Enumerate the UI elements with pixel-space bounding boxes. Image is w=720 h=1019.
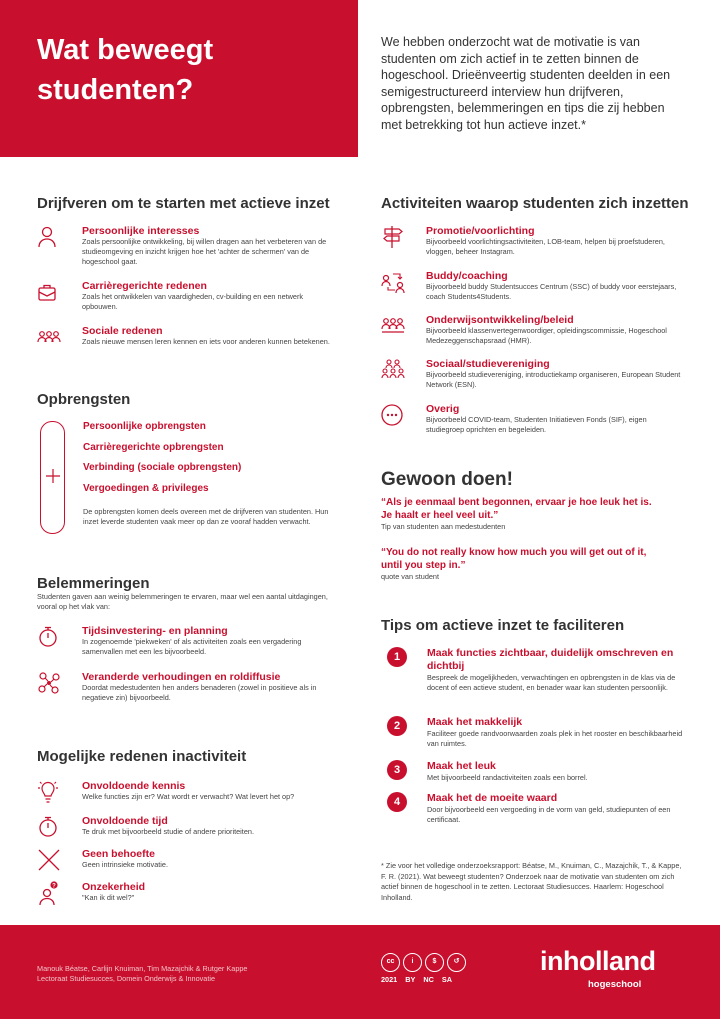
activiteit-desc: Bijvoorbeeld studievereniging, introductiekamp organiseren, European Student Network (ESN). <box>426 370 681 389</box>
opbrengst-item: Vergoedingen & privileges <box>83 483 209 494</box>
belemmering-title: Tijdsinvestering- en planning <box>82 625 228 637</box>
footer <box>0 925 720 1019</box>
activiteit-title: Buddy/coaching <box>426 270 508 282</box>
inactiviteit-title: Onvoldoende kennis <box>82 780 186 792</box>
buddy-icon <box>381 270 407 294</box>
stopwatch-icon <box>37 625 63 649</box>
quote-1 <box>381 497 681 522</box>
cross-icon <box>37 848 63 872</box>
page-title-line2: studenten? <box>37 74 194 106</box>
belemmeringen-intro: Studenten gaven aan weinig belemmeringen te ervaren, maar wel een aantal uitdagingen, vooral op het vlak van: <box>37 592 328 611</box>
belemmering-title: Veranderde verhoudingen en roldiffusie <box>82 671 281 683</box>
cc-label-sa: SA <box>441 975 453 984</box>
inactiviteit-desc: Geen intrinsieke motivatie. <box>82 860 168 869</box>
opbrengst-item: Carrièregerichte opbrengsten <box>83 442 224 453</box>
inactiviteit-desc: Te druk met bijvoorbeeld studie of andere prioriteiten. <box>82 827 254 836</box>
network-icon <box>37 671 63 695</box>
tip-number: 2 <box>387 716 407 736</box>
quote-2 <box>381 547 681 572</box>
activiteit-desc: Bijvoorbeeld klassenvertegenwoordiger, opleidingscommissie, Hogeschool Medezeggenschapsraad (HMR). <box>426 326 667 345</box>
sharealike-icon: ↺ <box>447 953 466 972</box>
person-icon <box>37 225 63 249</box>
quote-2-line2: until you step in.” <box>381 559 466 571</box>
gewoon-heading: Gewoon doen! <box>381 469 513 490</box>
activiteit-desc: Bijvoorbeeld voorlichtingsactiviteiten, LOB-team, helpen bij proefstuderen, vloggen, beheer Instagram. <box>426 237 665 256</box>
footer-credits <box>37 964 327 984</box>
crowd-icon <box>381 358 407 382</box>
inactiviteit-desc: "Kan ik dit wel?" <box>82 893 135 902</box>
plus-box-icon <box>40 421 65 534</box>
quote-2-source: quote van student <box>381 572 440 581</box>
drijfveer-title: Sociale redenen <box>82 325 163 337</box>
cc-label-nc: NC <box>423 975 434 984</box>
page-title-line1: Wat beweegt <box>37 34 214 66</box>
noncommercial-icon: $ <box>425 953 444 972</box>
quote-1-line1: “Als je eenmaal bent begonnen, ervaar je hoe leuk het is. <box>381 497 652 508</box>
opbrengst-item: Verbinding (sociale opbrengsten) <box>83 462 242 473</box>
tip-desc: Faciliteer goede randvoorwaarden zoals plek in het rooster en beschikbaarheid van ruimtes. <box>427 729 683 748</box>
tip-title: Maak het leuk <box>427 760 496 772</box>
cc-label-by: BY <box>405 975 416 984</box>
activiteit-title: Promotie/voorlichting <box>426 225 535 237</box>
cc-icon: cc <box>381 953 400 972</box>
lightbulb-icon <box>37 780 63 804</box>
intro-text: We hebben onderzocht wat de motivatie is van studenten om zich actief in te zetten binnen de hogeschool. Drieënveertig studenten deelden in een semigestructureerd interview hun drijfveren, opbrengsten, belemmeringen en tips die zij hebben met betrekking tot hun actieve inzet.* <box>381 35 671 132</box>
drijfveer-title: Carrièregerichte redenen <box>82 280 207 292</box>
footnote: * Zie voor het volledige onderzoeksrapport: Béatse, M., Knuiman, C., Mazajchik, T., & Kappe, F. R. (2021). Wat beweegt studenten? Onderzoek naar de motivatie van studenten om zich actief binnen de hogeschool in te zetten. Lectoraat Studiesucces. Haarlem: Hogeschool Inholland. <box>381 861 682 902</box>
tip-title: Maak functies zichtbaar, duidelijk omschreven en dichtbij <box>427 647 674 672</box>
belemmering-desc: In zogenoemde 'piekweken' of als activiteiten zoals een vergadering samenvallen met een les bijvoorbeeld. <box>82 637 302 656</box>
quote-1-line2: Je haalt er heel veel uit.” <box>381 509 499 521</box>
more-icon <box>381 403 407 427</box>
inactiviteit-title: Geen behoefte <box>82 848 155 860</box>
drijfveer-desc: Zoals persoonlijke ontwikkeling, bij willen dragen aan het verbeteren van de studieomgeving en inzicht krijgen hoe het 'achter de schermen' van de hogeschool gaat. <box>82 237 327 266</box>
tip-title: Maak het de moeite waard <box>427 792 558 804</box>
inactiviteit-heading: Mogelijke redenen inactiviteit <box>37 748 247 765</box>
signpost-icon <box>381 225 407 249</box>
tip-desc: Bespreek de mogelijkheden, verwachtingen en opbrengsten in de klas via de docent of een actieve student, en benader waar kan studenten persoonlijk. <box>427 673 676 692</box>
tip-number: 3 <box>387 760 407 780</box>
inholland-logo <box>540 945 656 990</box>
credits-lectoraat: Lectoraat Studiesucces, Domein Onderwijs & Innovatie <box>37 974 216 983</box>
activiteit-title: Overig <box>426 403 460 415</box>
inactiviteit-title: Onvoldoende tijd <box>82 815 168 827</box>
activiteit-desc: Bijvoorbeeld buddy Studentsucces Centrum (SSC) of buddy voor eerstejaars, coach Students4Students. <box>426 282 677 301</box>
cc-year: 2021 <box>381 975 398 984</box>
creative-commons-license <box>381 953 466 984</box>
plus-icon <box>45 468 61 484</box>
drijfveren-heading: Drijfveren om te starten met actieve inzet <box>37 195 330 212</box>
activiteit-title: Sociaal/studievereniging <box>426 358 550 370</box>
stopwatch-icon <box>37 815 63 839</box>
tip-desc: Met bijvoorbeeld randactiviteiten zoals een borrel. <box>427 773 588 782</box>
activiteit-desc: Bijvoorbeeld COVID-team, Studenten Initiatieven Fonds (SIF), eigen studiegroep oprichten en begeleiden. <box>426 415 647 434</box>
opbrengst-item: Persoonlijke opbrengsten <box>83 421 206 432</box>
inactiviteit-title: Onzekerheid <box>82 881 146 893</box>
quote-2-line1: “You do not really know how much you will get out of it, <box>381 547 647 558</box>
activiteit-title: Onderwijsontwikkeling/beleid <box>426 314 574 326</box>
group-icon <box>37 325 63 349</box>
quote-1-source: Tip van studenten aan medestudenten <box>381 522 506 531</box>
drijfveer-desc: Zoals nieuwe mensen leren kennen en iets voor anderen kunnen betekenen. <box>82 337 330 346</box>
logo-subtitle: hogeschool <box>588 979 642 990</box>
credits-authors: Manouk Béatse, Carlijn Knuiman, Tim Mazajchik & Rutger Kappe <box>37 964 248 973</box>
tip-title: Maak het makkelijk <box>427 716 523 728</box>
briefcase-icon <box>37 280 63 304</box>
tip-number: 1 <box>387 647 407 667</box>
activiteiten-heading: Activiteiten waarop studenten zich inzetten <box>381 195 689 212</box>
drijfveer-title: Persoonlijke interesses <box>82 225 200 237</box>
tips-heading: Tips om actieve inzet te faciliteren <box>381 617 625 634</box>
attribution-icon: i <box>403 953 422 972</box>
belemmering-desc: Doordat medestudenten hen anders benaderen (zowel in positieve als in negatieve zin) bijvoorbeeld. <box>82 683 317 702</box>
inactiviteit-desc: Welke functies zijn er? Wat wordt er verwacht? Wat levert het op? <box>82 792 295 801</box>
drijfveer-desc: Zoals het ontwikkelen van vaardigheden, cv-building en een netwerk opbouwen. <box>82 292 304 311</box>
belemmeringen-heading: Belemmeringen <box>37 575 150 592</box>
opbrengsten-text: De opbrengsten komen deels overeen met de drijfveren van studenten. Hun inzet leverde studenten vaak meer op dan ze vooraf hadden verwacht. <box>83 507 329 526</box>
opbrengsten-heading: Opbrengsten <box>37 391 131 408</box>
tip-number: 4 <box>387 792 407 812</box>
tip-desc: Door bijvoorbeeld een vergoeding in de vorm van geld, studiepunten of een certificaat. <box>427 805 671 824</box>
svg-text:?: ? <box>52 883 56 890</box>
person-question-icon <box>37 881 63 905</box>
logo-wordmark: inholland <box>540 946 656 976</box>
meeting-icon <box>381 314 407 338</box>
left-column <box>37 0 342 920</box>
